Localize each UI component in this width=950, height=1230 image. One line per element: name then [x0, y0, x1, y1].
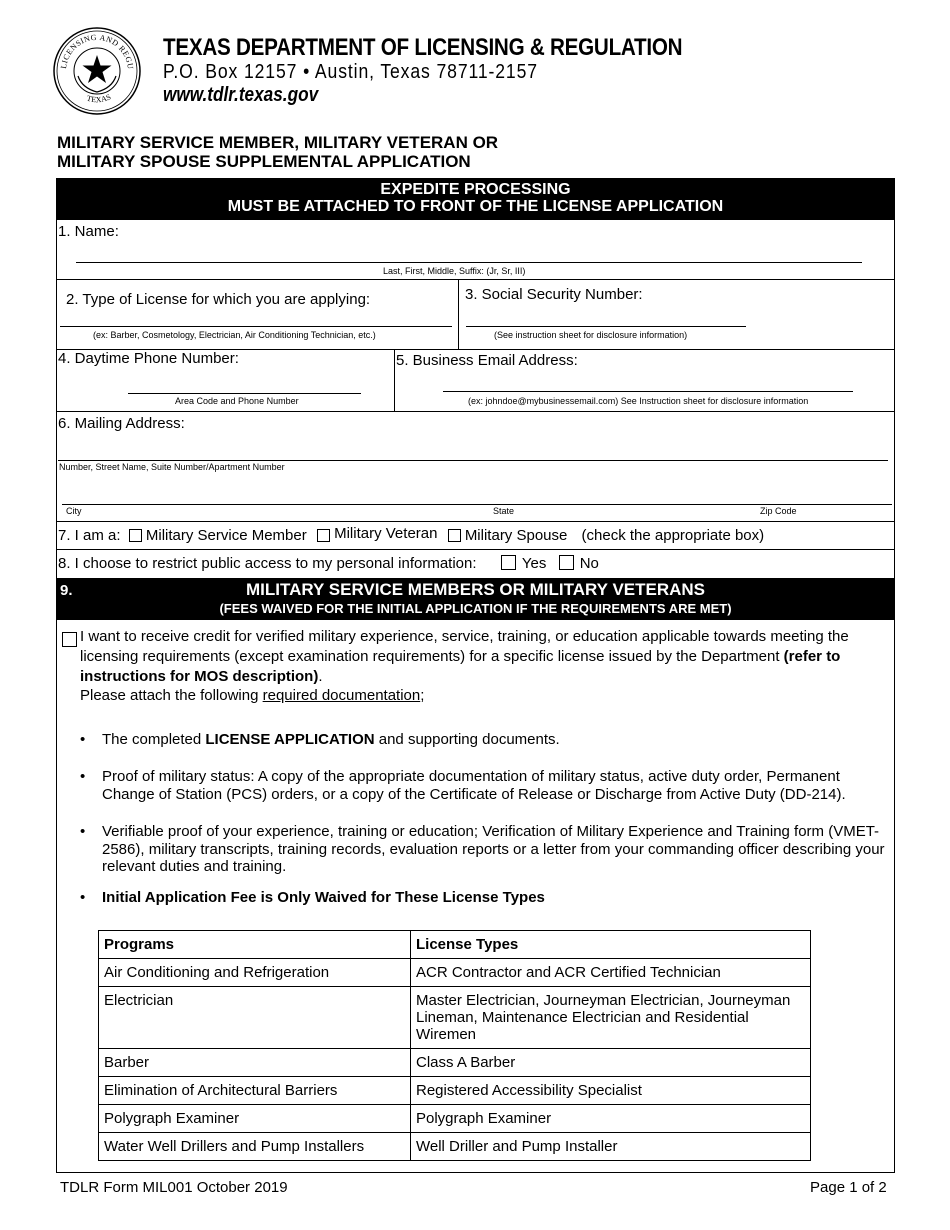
status-label: 7. I am a:	[58, 527, 121, 544]
bullet4-text: Initial Application Fee is Only Waived for These License Types	[102, 889, 545, 906]
ssn-input-line[interactable]	[466, 326, 746, 327]
attach-suffix: ;	[420, 687, 425, 704]
mos-credit-text	[80, 627, 885, 687]
bullet-icon: •	[80, 823, 86, 840]
email-label: 5. Business Email Address:	[396, 352, 578, 369]
agency-name: TEXAS DEPARTMENT OF LICENSING & REGULATION	[163, 34, 683, 61]
ssn-hint: (See instruction sheet for disclosure information)	[494, 330, 688, 340]
restrict-label: 8. I choose to restrict public access to my personal information:	[58, 555, 477, 572]
table-header-row	[99, 931, 811, 959]
restrict-row	[58, 555, 599, 572]
table-row	[99, 1077, 811, 1105]
mos-credit-reference: (refer to instructions for MOS description)	[80, 648, 841, 685]
license-types-header: License Types	[411, 931, 811, 959]
divider	[56, 549, 894, 550]
program-cell: Water Well Drillers and Pump Installers	[99, 1133, 411, 1161]
program-cell: Elimination of Architectural Barriers	[99, 1077, 411, 1105]
tdlr-seal	[52, 26, 142, 116]
name-label: 1. Name:	[58, 223, 119, 240]
military-spouse-label: Military Spouse	[464, 527, 568, 544]
required-documentation-link: required documentation	[262, 687, 421, 704]
license-type-input-line[interactable]	[60, 326, 452, 327]
street-input-line[interactable]	[58, 460, 888, 461]
restrict-no-checkbox[interactable]	[559, 555, 574, 570]
ssn-label: 3. Social Security Number:	[465, 286, 643, 303]
email-input-line[interactable]	[443, 391, 853, 392]
table-row	[99, 1133, 811, 1161]
bullet-icon: •	[80, 731, 86, 748]
agency-address: P.O. Box 12157 • Austin, Texas 78711-2157	[163, 61, 538, 83]
seal-icon	[52, 26, 142, 116]
bullet2-text: Proof of military status: A copy of the appropriate documentation of military status, active duty order, Permanent Change of Station (PCS) orders, or a copy of the Certificate of Release or Discharge from Active Duty (DD-214).	[102, 768, 846, 803]
section9-banner	[56, 578, 895, 620]
bullet-icon: •	[80, 768, 86, 785]
table-row	[99, 1049, 811, 1077]
section9-number: 9.	[60, 582, 73, 599]
table-row	[99, 959, 811, 987]
phone-label: 4. Daytime Phone Number:	[58, 350, 239, 367]
divider	[394, 349, 395, 411]
form-title-line2: MILITARY SPOUSE SUPPLEMENTAL APPLICATION	[57, 152, 471, 171]
mos-credit-end: .	[318, 668, 323, 685]
city-hint: City	[66, 506, 82, 516]
mos-credit-checkbox[interactable]	[62, 632, 77, 647]
license-type-hint: (ex: Barber, Cosmetology, Electrician, Air Conditioning Technician, etc.)	[93, 330, 376, 340]
military-spouse-checkbox[interactable]	[448, 529, 461, 542]
section9-title: MILITARY SERVICE MEMBERS OR MILITARY VETERANS	[245, 580, 706, 599]
mailing-label: 6. Mailing Address:	[58, 415, 185, 432]
page-number: Page 1 of 2	[810, 1179, 887, 1196]
banner-line2: MUST BE ATTACHED TO FRONT OF THE LICENSE APPLICATION	[227, 198, 724, 215]
divider	[56, 521, 894, 522]
programs-header: Programs	[99, 931, 411, 959]
agency-website[interactable]: www.tdlr.texas.gov	[163, 84, 319, 106]
license-types-table	[98, 930, 811, 1161]
expedite-banner	[56, 178, 895, 220]
attach-prefix: Please attach the following	[80, 687, 263, 704]
email-hint: (ex: johndoe@mybusinessemail.com) See Instruction sheet for disclosure information	[468, 396, 809, 406]
form-title-line1: MILITARY SERVICE MEMBER, MILITARY VETERAN OR	[57, 133, 499, 152]
form-id: TDLR Form MIL001 October 2019	[60, 1179, 288, 1196]
program-cell: Barber	[99, 1049, 411, 1077]
license-type-cell: Class A Barber	[411, 1049, 811, 1077]
license-type-cell: Registered Accessibility Specialist	[411, 1077, 811, 1105]
restrict-yes-checkbox[interactable]	[501, 555, 516, 570]
program-cell: Air Conditioning and Refrigeration	[99, 959, 411, 987]
state-hint: State	[493, 506, 515, 516]
svg-text:LICENSING AND REGULATION: LICENSING AND REGU	[59, 32, 136, 71]
license-type-cell: Polygraph Examiner	[411, 1105, 811, 1133]
phone-input-line[interactable]	[128, 393, 361, 394]
license-type-label: 2. Type of License for which you are applying:	[66, 291, 371, 308]
restrict-yes-label: Yes	[521, 555, 547, 572]
svg-text:TEXAS: TEXAS	[85, 92, 113, 105]
table-row	[99, 987, 811, 1049]
military-veteran-checkbox[interactable]	[317, 529, 330, 542]
mos-credit-body: I want to receive credit for verified military experience, service, training, or education applicable towards meeting the licensing requirements (except examination requirements) for a specific license issued by the Department	[80, 628, 849, 665]
divider	[458, 279, 459, 349]
military-veteran-label: Military Veteran	[334, 525, 438, 542]
name-hint: Last, First, Middle, Suffix: (Jr, Sr, III)	[383, 266, 526, 276]
status-row	[58, 527, 764, 544]
zip-hint: Zip Code	[760, 506, 797, 516]
military-member-checkbox[interactable]	[129, 529, 142, 542]
section9-subtitle: (FEES WAIVED FOR THE INITIAL APPLICATION IF THE REQUIREMENTS ARE MET)	[219, 601, 732, 616]
divider	[56, 279, 894, 280]
bullet1-bold: LICENSE APPLICATION	[205, 731, 375, 748]
divider	[56, 411, 894, 412]
name-input-line[interactable]	[76, 262, 862, 263]
attach-line	[80, 687, 424, 704]
program-cell: Polygraph Examiner	[99, 1105, 411, 1133]
banner-line1: EXPEDITE PROCESSING	[380, 181, 571, 198]
city-state-zip-input-line[interactable]	[62, 504, 892, 505]
phone-hint: Area Code and Phone Number	[175, 396, 299, 406]
military-member-label: Military Service Member	[145, 527, 307, 544]
license-type-cell: Master Electrician, Journeyman Electrician, Journeyman Lineman, Maintenance Electrician and Residential Wiremen	[411, 987, 811, 1049]
bullet1-post: and supporting documents.	[374, 731, 560, 748]
license-type-cell: Well Driller and Pump Installer	[411, 1133, 811, 1161]
bullet1-pre: The completed	[102, 731, 206, 748]
table-row	[99, 1105, 811, 1133]
street-hint: Number, Street Name, Suite Number/Apartment Number	[59, 462, 285, 472]
bullet-icon: •	[80, 889, 86, 906]
license-type-cell: ACR Contractor and ACR Certified Technician	[411, 959, 811, 987]
status-note: (check the appropriate box)	[581, 527, 765, 544]
bullet3-text: Verifiable proof of your experience, training or education; Verification of Military Experience and Training form (VMET-2586), military transcripts, training records, evaluation reports or a letter from your commanding officer describing your relevant duties and training.	[102, 823, 885, 875]
restrict-no-label: No	[579, 555, 599, 572]
program-cell: Electrician	[99, 987, 411, 1049]
